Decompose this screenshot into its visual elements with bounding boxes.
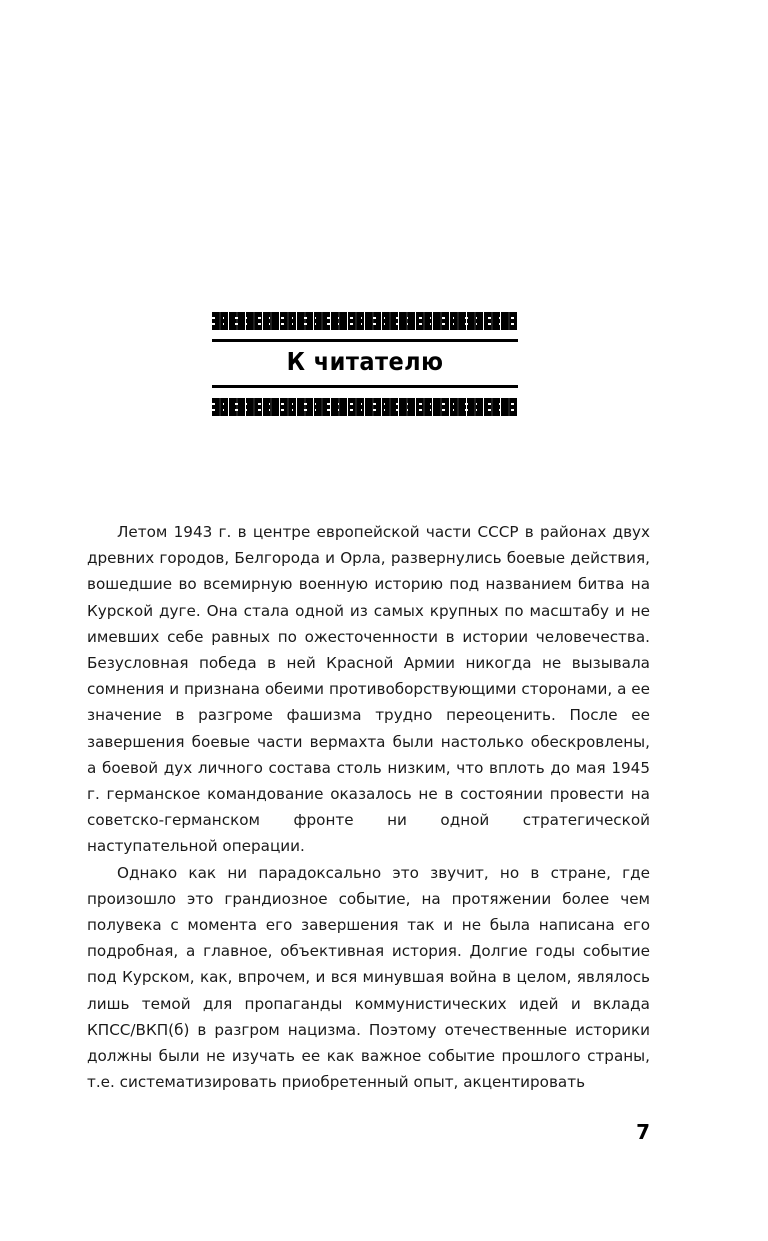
ornament-top xyxy=(212,312,518,330)
chapter-heading xyxy=(212,312,518,418)
rule-top xyxy=(212,339,518,342)
paragraph-2: Однако как ни парадоксально это звучит, но в стране, где произошло это грандиозное событие, на протяжении более чем полувека с момента его завершения так и не была написана его подробная, а главное, объективная история. Долгие годы событие под Курском, как, впрочем, и вся минувшая война в целом, являлось лишь темой для пропаганды коммунистических идей и вклада КПСС/ВКП(б) в разгром нацизма. Поэтому отечественные историки должны были не изучать ее как важное событие прошлого страны, т.е. систематизировать приобретенный опыт, акцентировать xyxy=(87,863,650,1092)
body-text xyxy=(87,519,650,1095)
paragraph-1: Летом 1943 г. в центре европейской части СССР в районах двух древних городов, Белгорода и Орла, развернулись боевые действия, вошедшие во всемирную военную историю под названием битва на Курской дуге. Она стала одной из самых крупных по масштабу и не имевших себе равных по ожесточенности в истории человечества. Безусловная победа в ней Красной Армии никогда не вызывала сомнения и признана обеими противоборствующими сторонами, а ее значение в разгроме фашизма трудно переоценить. После ее завершения боевые части вермахта были настолько обескровлены, а боевой дух личного состава столь низким, что вплоть до мая 1945 г. германское командование оказалось не в состоянии провести на советско-германском фронте ни одной стратегической наступательной операции. xyxy=(87,523,650,856)
page-number: 7 xyxy=(636,1120,650,1144)
rule-bottom xyxy=(212,385,518,388)
ornament-bottom xyxy=(212,398,518,416)
chapter-title: К читателю xyxy=(286,347,444,376)
